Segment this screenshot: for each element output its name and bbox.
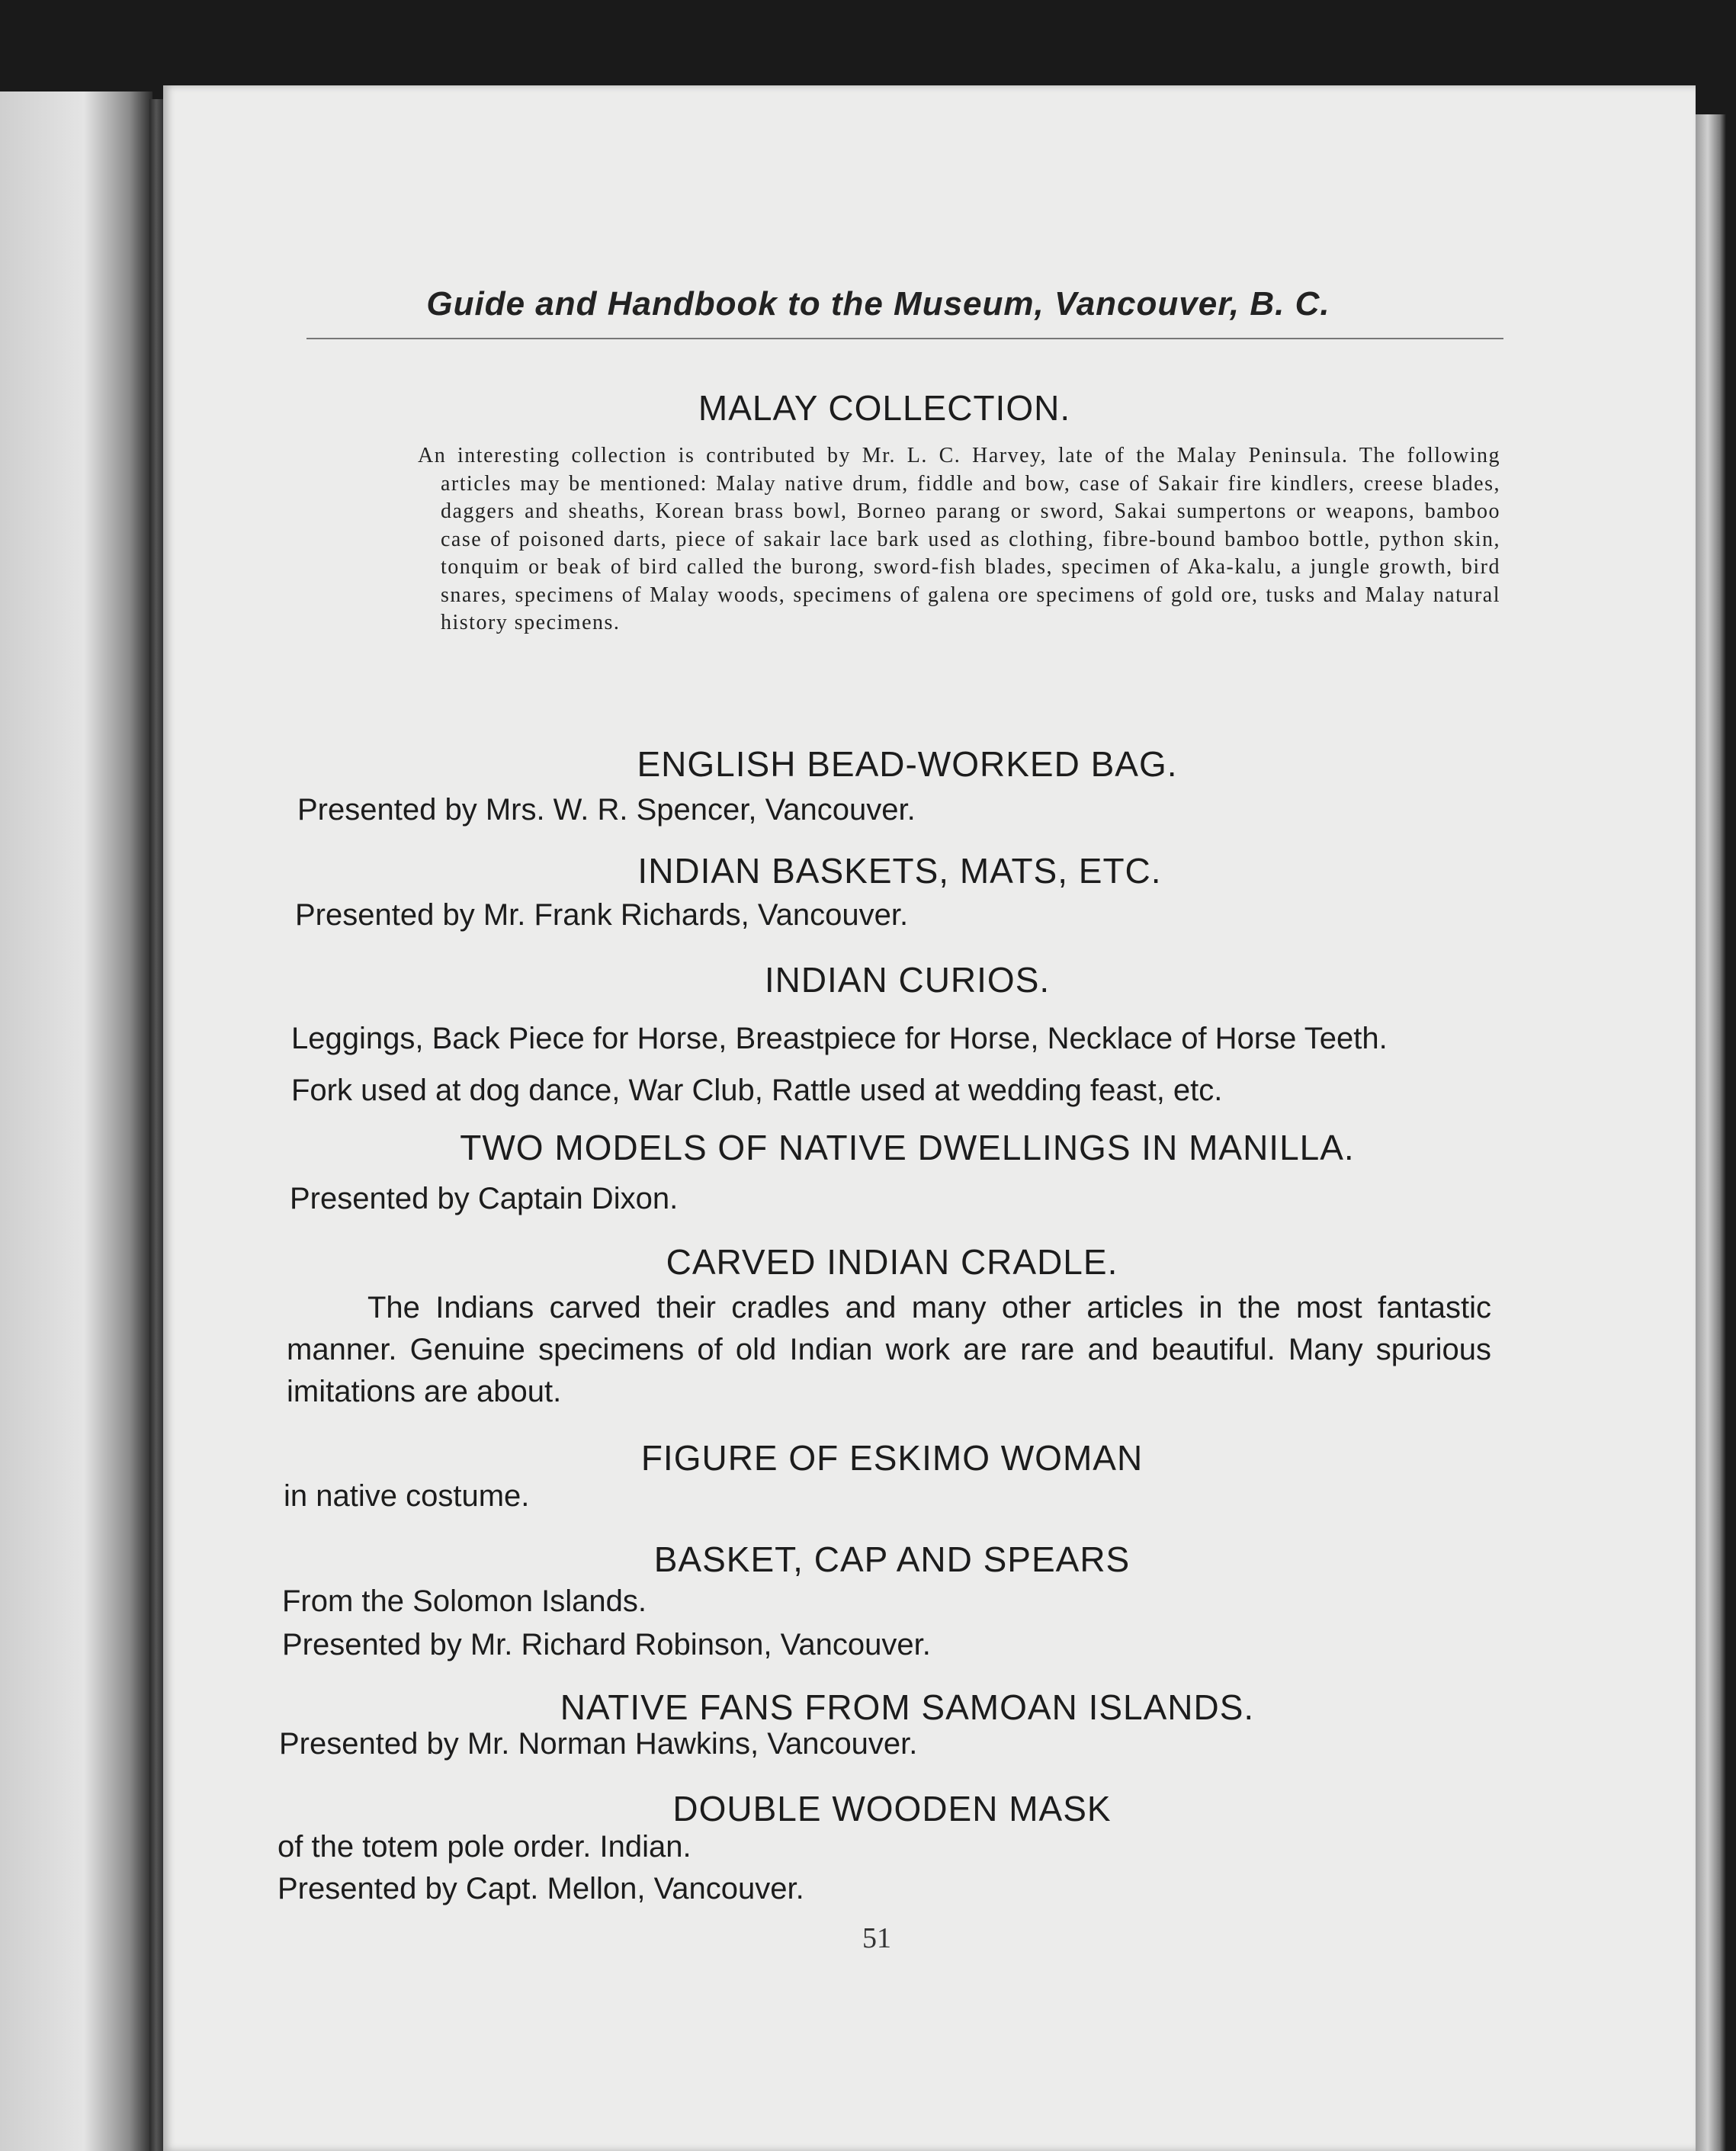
heading-wooden-mask: DOUBLE WOODEN MASK bbox=[672, 1789, 1112, 1828]
bead-bag-presenter: Presented by Mrs. W. R. Spencer, Vancouver. bbox=[297, 793, 916, 827]
heading-bead-worked-bag: ENGLISH BEAD-WORKED BAG. bbox=[637, 744, 1178, 784]
wooden-mask-caption: of the totem pole order. Indian. bbox=[278, 1830, 692, 1864]
indian-curios-line-2: Fork used at dog dance, War Club, Rattle used at wedding feast, etc. bbox=[291, 1074, 1223, 1107]
basket-origin: From the Solomon Islands. bbox=[282, 1584, 647, 1618]
heading-indian-baskets: INDIAN BASKETS, MATS, ETC. bbox=[637, 851, 1162, 891]
eskimo-woman-caption: in native costume. bbox=[284, 1479, 530, 1513]
heading-eskimo-woman: FIGURE OF ESKIMO WOMAN bbox=[640, 1438, 1144, 1478]
page-stack-edge bbox=[1696, 114, 1726, 2151]
heading-carved-cradle: CARVED INDIAN CRADLE. bbox=[666, 1242, 1118, 1282]
book-spine bbox=[149, 99, 163, 2151]
carved-cradle-text: The Indians carved their cradles and many other articles in the most fantastic manner. Genuine specimens of old Indian work are rare and beautiful. Many spurious imitations are about. bbox=[287, 1291, 1491, 1408]
indian-curios-line-1: Leggings, Back Piece for Horse, Breastpiece for Horse, Necklace of Horse Teeth. bbox=[291, 1022, 1388, 1055]
indian-baskets-presenter: Presented by Mr. Frank Richards, Vancouver. bbox=[295, 898, 909, 932]
heading-malay-collection: MALAY COLLECTION. bbox=[698, 388, 1071, 428]
basket-presenter: Presented by Mr. Richard Robinson, Vancouver. bbox=[282, 1628, 931, 1661]
wooden-mask-presenter: Presented by Capt. Mellon, Vancouver. bbox=[278, 1872, 804, 1905]
heading-native-fans: NATIVE FANS FROM SAMOAN ISLANDS. bbox=[560, 1687, 1255, 1727]
page-number: 51 bbox=[862, 1922, 891, 1954]
heading-manilla-dwellings: TWO MODELS OF NATIVE DWELLINGS IN MANILLA. bbox=[460, 1128, 1355, 1167]
header-rule bbox=[306, 338, 1503, 339]
heading-basket-cap-spears: BASKET, CAP AND SPEARS bbox=[653, 1539, 1131, 1579]
malay-collection-text: An interesting collection is contributed by Mr. L. C. Harvey, late of the Malay Peninsula. The following articles may be mentioned: Malay native drum, fiddle and bow, case of Sakair fire kindlers, creese blades, daggers and sheaths, Korean brass bowl, Borneo parang or sword, Sakai sumpertons or weapons, bamboo case of poisoned darts, piece of sakair lace bark used as clothing, fibre-bound bamboo bottle, python skin, tonquim or beak of bird called the burong, sword-fish blades, specimen of Aka-kalu, a jungle growth, bird snares, specimens of Malay woods, specimens of galena ore specimens of gold ore, tusks and Malay natural history specimens. bbox=[418, 444, 1500, 634]
native-fans-presenter: Presented by Mr. Norman Hawkins, Vancouver. bbox=[279, 1727, 918, 1761]
heading-indian-curios: INDIAN CURIOS. bbox=[764, 960, 1051, 1000]
running-header: Guide and Handbook to the Museum, Vancouver, B. C. bbox=[426, 285, 1330, 323]
manilla-dwellings-presenter: Presented by Captain Dixon. bbox=[290, 1182, 679, 1215]
facing-page-edge bbox=[0, 91, 152, 2151]
